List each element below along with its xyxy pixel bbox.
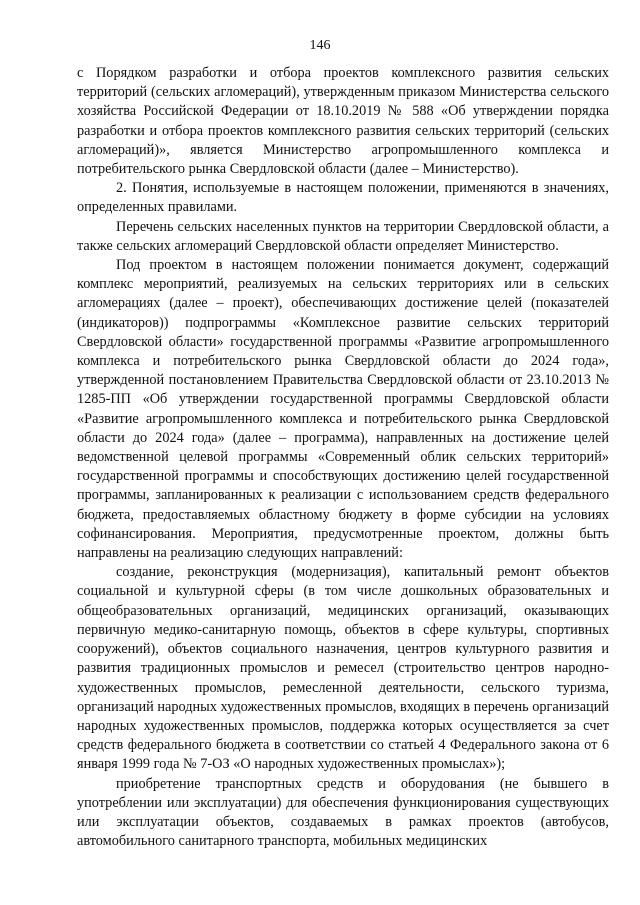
paragraph-definitions: 2. Понятия, используемые в настоящем положении, применяются в значениях, определенных правилами. [77,180,609,216]
paragraph-vehicles-direction: приобретение транспортных средств и оборудования (не бывшего в употреблении или эксплуатации) для обеспечения функционирования существующих или эксплуатации объектов, создаваемых в рамках проектов (автобусов, автомобильного санитарного транспорта, мобильных медицинских [77,775,609,850]
paragraph-construction-direction: создание, реконструкция (модернизация), капитальный ремонт объектов социальной и культурной сферы (в том числе дошкольных образовательных и общеобразовательных организаций, медицинских организаций, оказывающих первичную медико-санитарную помощь, объектов в сфере культуры, спортивных сооружений), объектов социального назначения, центров культурного развития и развития традиционных промыслов и ремесел (строительство центров народно-художественных промыслов, ремесленной деятельности, сельского туризма, организаций народных художественных промыслов, входящих в перечень организаций народных художественных промыслов, поддержка которых осуществляется за счет средств федерального бюджета в соответствии со статьей 4 Федерального закона от 6 января 1999 года № 7-ОЗ «О народных художественных промыслах»); [77,564,609,773]
paragraph-procedure-reference: с Порядком разработки и отбора проектов комплексного развития сельских территорий (сельских агломераций), утвержденным приказом Министерства сельского хозяйства Российской Федерации от 18.10.2019 № 588 «Об утверждении порядка разработки и отбора проектов комплексного развития сельских территорий (сельских агломераций)», является Министерство агропромышленного комплекса и потребительского рынка Свердловской области (далее – Министерство). [77,65,609,178]
paragraph-project-definition: Под проектом в настоящем положении понимается документ, содержащий комплекс мероприятий, реализуемых на сельских территориях или в сельских агломерациях (далее – проект), обеспечивающих достижение целей (показателей (индикаторов)) подпрограммы «Комплексное развитие сельских территорий Свердловской области» государственной программы «Развитие агропромышленного комплекса и потребительского рынка Свердловской области до 2024 года», утвержденной постановлением Правительства Свердловской области от 23.10.2013 № 1285-ПП «Об утверждении государственной программы Свердловской области «Развитие агропромышленного комплекса и потребительского рынка Свердловской области до 2024 года» (далее – программа), направленных на достижение целей ведомственной целевой программы «Современный облик сельских территорий» государственной программы и способствующих достижению целей государственной программы, запланированных к реализации с использованием средств федерального бюджета, предоставляемых областному бюджету в форме субсидии на условиях софинансирования. Мероприятия, предусмотренные проектом, должны быть направлены на реализацию следующих направлений: [77,257,609,562]
document-body [77,64,609,851]
paragraph-settlements-list: Перечень сельских населенных пунктов на территории Свердловской области, а также сельских агломераций Свердловской области определяет Министерство. [77,218,609,254]
page-number: 146 [309,38,331,53]
